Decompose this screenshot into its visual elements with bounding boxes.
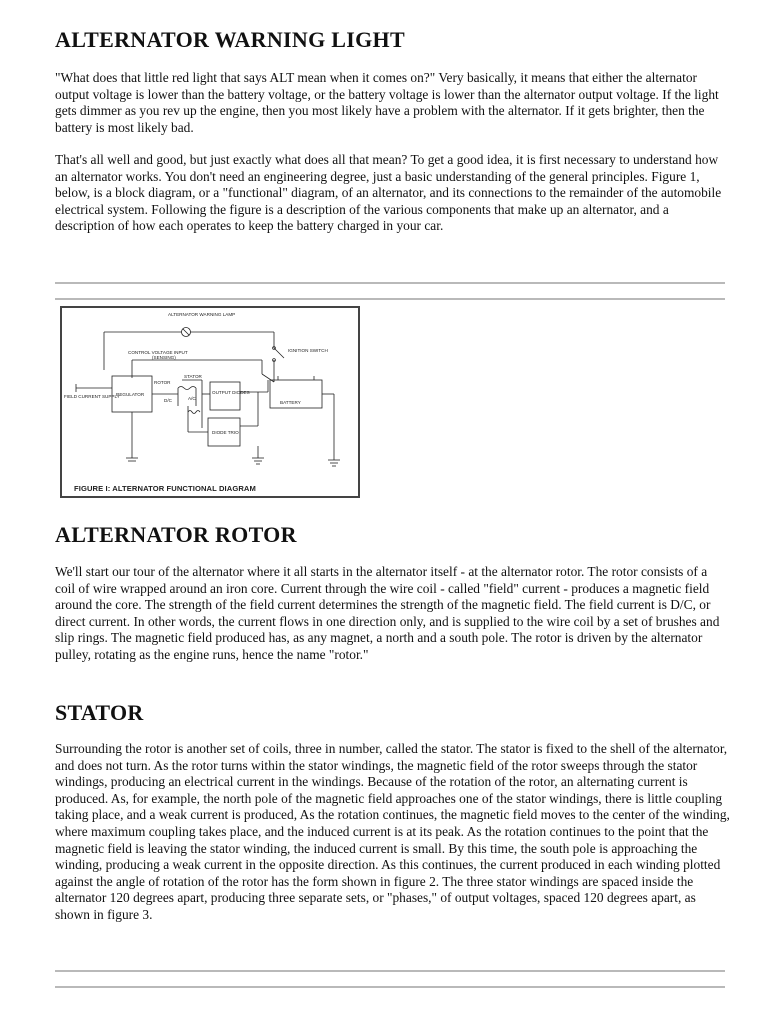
label-rotor: ROTOR	[154, 380, 171, 385]
stator-winding-icon	[188, 411, 200, 414]
label-stator: STATOR	[184, 374, 202, 379]
label-ignition: IGNITION SWITCH	[288, 348, 328, 353]
section-title-stator: STATOR	[55, 700, 144, 725]
label-field: FIELD CURRENT SUPPLY	[64, 394, 120, 399]
paragraph: That's all well and good, but just exactly what does all that mean? To get a good idea, it is first necessary to understand how an alternator works. You don't need an engineering degree, just a basic understanding of the general principles. Figure 1, below, is a block diagram, or a "functional" diagram, of an alternator, and its connections to the remainder of the automobile electrical system. Following the figure is a description of the various components that make up an alternator, and a description of how each operates to keep the battery charged in your car.	[55, 152, 722, 234]
label-output: OUTPUT DIODES	[212, 390, 250, 395]
label-regulator: REGULATOR	[116, 392, 145, 397]
paragraph: Surrounding the rotor is another set of coils, three in number, called the stator. The stator is fixed to the shell of the alternator, and does not turn. As the rotor turns within the stator windings, the magnetic field of the rotor sweeps through the stator windings, producing an electrical current in the windings. Because of the rotation of the rotor, an alternating current is produced. As, for example, the north pole of the magnetic field approaches one of the stator windings, there is little coupling taking place, and a weak current is produced, As the rotation continues, the magnetic field moves to the center of the winding, where maximum coupling takes place, and the induced current is at its peak. As the rotation continues to the point that the magnetic field is leaving the stator winding, the induced current is small. By this time, the south pole is approaching the winding, producing a weak current in the opposite direction. As this continues, the current produced in each winding plotted against the angle of rotation of the rotor has the form shown in figure 2. The three stator windings are spaced inside the alternator 120 degrees apart, producing three separate sets, or "phases," of output voltages, spaced 120 degrees apart, as shown in figure 3.	[55, 741, 730, 922]
section-title-rotor: ALTERNATOR ROTOR	[55, 522, 297, 547]
horizontal-rule	[55, 986, 725, 988]
output-diodes-block	[210, 382, 240, 410]
section-title-warning-light: ALTERNATOR WARNING LIGHT	[55, 27, 405, 52]
alternator-functional-diagram	[60, 306, 360, 498]
label-dc: D/C	[164, 398, 172, 403]
rotor-coil-icon	[178, 387, 196, 390]
figure-caption: FIGURE I: ALTERNATOR FUNCTIONAL DIAGRAM	[74, 484, 256, 493]
label-diode: DIODE TRIO	[212, 430, 239, 435]
diagram-svg	[62, 308, 358, 496]
label-control: CONTROL VOLTAGE INPUT	[128, 350, 188, 355]
label-ac: A/C	[188, 396, 196, 401]
label-battery: BATTERY	[280, 400, 301, 405]
horizontal-rule	[55, 970, 725, 972]
label-sensing: (SENSING)	[152, 355, 176, 360]
horizontal-rule	[55, 298, 725, 300]
horizontal-rule	[55, 282, 725, 284]
label-lamp: ALTERNATOR WARNING LAMP	[168, 312, 236, 317]
paragraph: "What does that little red light that says ALT mean when it comes on?" Very basically, it means that either the alternator output voltage is lower than the battery voltage, or the battery voltage is lower than the alternator output voltage. If the light gets dimmer as you rev up the engine, then you most likely have a problem with the alternator. If it gets brighter, then the battery is most likely bad.	[55, 70, 719, 135]
paragraph: We'll start our tour of the alternator where it all starts in the alternator itself - at the alternator rotor. The rotor consists of a coil of wire wrapped around an iron core. Current through the wire coil - called "field" current - produces a magnetic field around the core. The strength of the field current determines the strength of the magnetic field. The field current is D/C, or direct current. In other words, the current flows in one direction only, and is supplied to the wire coil by a set of brushes and slip rings. The magnetic field produced has, as any magnet, a north and a south pole. The rotor is driven by the alternator pulley, rotating as the engine runs, hence the name "rotor."	[55, 564, 720, 662]
ignition-switch-icon	[274, 348, 284, 358]
